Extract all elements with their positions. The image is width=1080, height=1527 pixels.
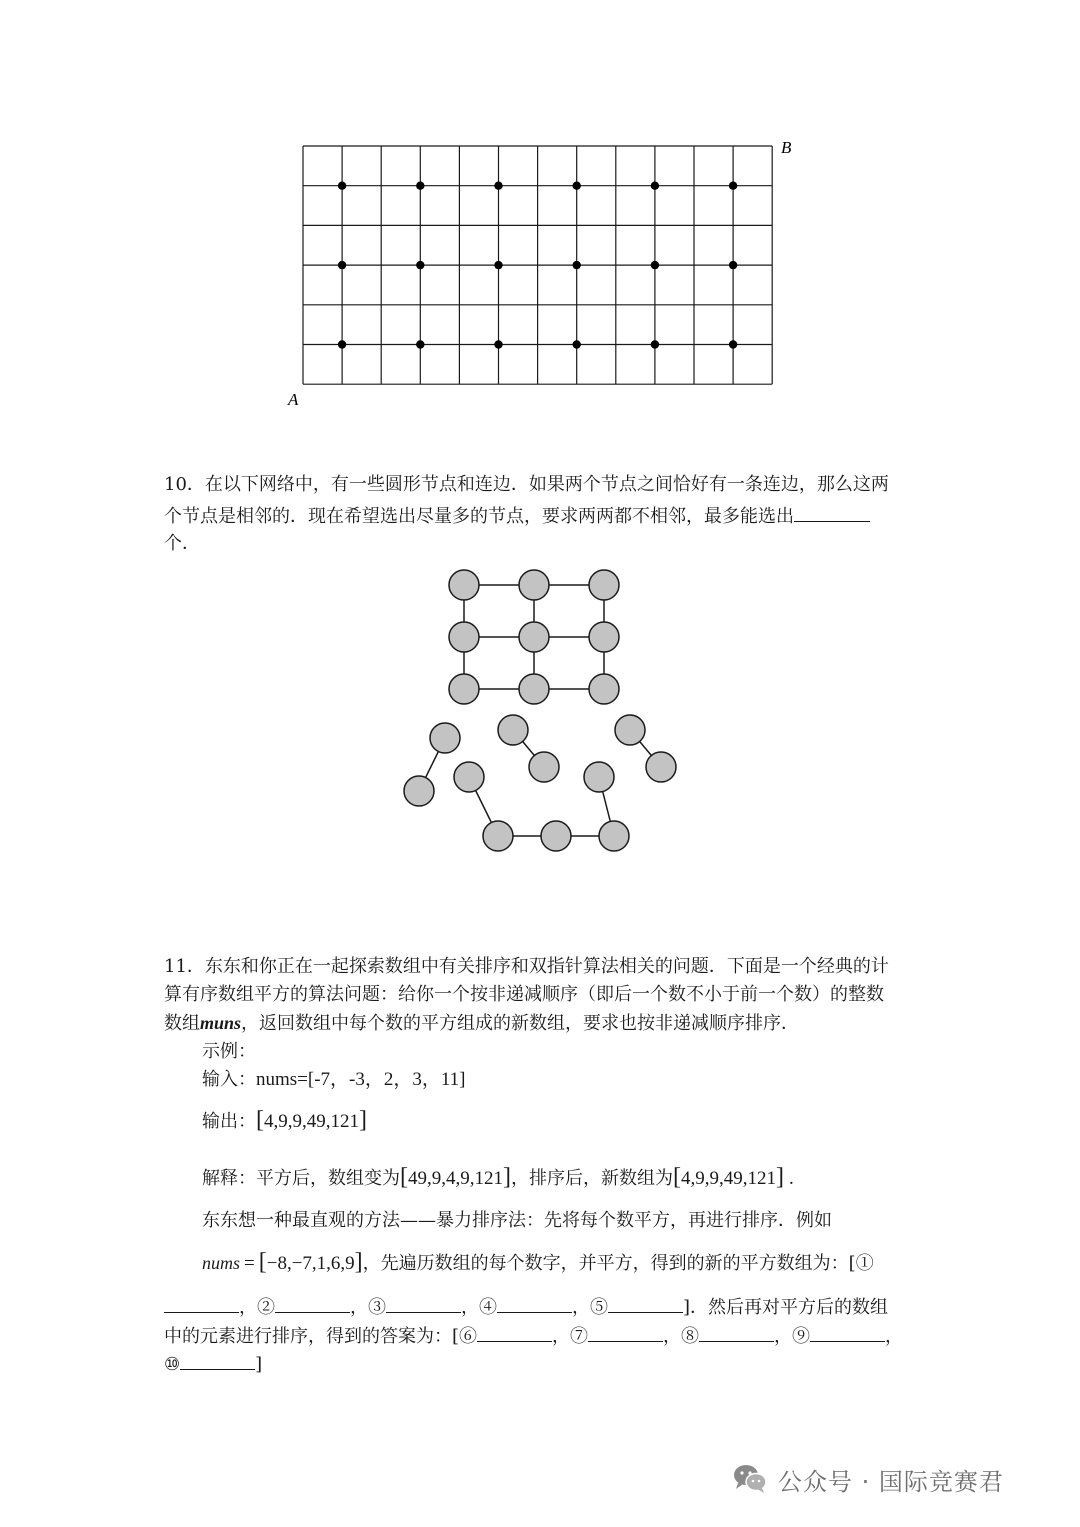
grid-dot xyxy=(494,261,502,269)
watermark xyxy=(732,1462,1004,1496)
q11-line2 xyxy=(164,981,884,1009)
grid-dot xyxy=(573,182,581,190)
circled-3: ，③ xyxy=(350,1297,386,1318)
q10-line1 xyxy=(164,471,889,499)
blank-9[interactable] xyxy=(810,1321,885,1342)
circled-2: ，② xyxy=(239,1297,275,1318)
network-graph xyxy=(0,560,1080,860)
q10-line2 xyxy=(164,501,870,531)
example-label-text: 示例： xyxy=(202,1041,256,1062)
graph-node xyxy=(589,674,619,704)
blanks-line-3 xyxy=(164,1349,262,1379)
blank-7[interactable] xyxy=(588,1321,663,1342)
input-value: nums=[-7，-3，2，3，11] xyxy=(256,1069,466,1090)
explain-text-a: 平方后，数组变为 xyxy=(256,1168,400,1189)
graph-node xyxy=(541,821,571,851)
grid-dot xyxy=(729,261,737,269)
grid-dot xyxy=(651,261,659,269)
graph-node xyxy=(483,821,513,851)
blank-2[interactable] xyxy=(275,1292,350,1313)
graph-node xyxy=(449,674,479,704)
blank-1[interactable] xyxy=(164,1292,239,1313)
graph-node xyxy=(498,715,528,745)
graph-node xyxy=(449,570,479,600)
graph-node xyxy=(519,570,549,600)
q10-answer-blank[interactable] xyxy=(794,501,870,522)
nums-var: nums xyxy=(202,1253,241,1273)
grid-dot xyxy=(729,182,737,190)
close-bracket: ] xyxy=(255,1354,263,1375)
graph-node xyxy=(519,674,549,704)
q11-line3 xyxy=(164,1009,799,1038)
sort-text: 中的元素进行排序，得到的答案为：[⑥ xyxy=(164,1326,478,1347)
explain-array-1: 49,9,4,9,121 xyxy=(408,1168,503,1189)
circled-5: ，⑤ xyxy=(572,1297,608,1318)
nums-line: nums = [−8,−7,1,6,9]，先遍历数组的每个数字，并平方，得到的新的平方数组为：[① xyxy=(202,1249,874,1275)
after-5: ]．然后再对平方后的数组 xyxy=(683,1297,889,1318)
input-label: 输入： xyxy=(202,1069,256,1090)
q11-var-muns: muns xyxy=(200,1013,242,1033)
method-line xyxy=(202,1207,832,1235)
grid-dot xyxy=(494,182,502,190)
q11-line1 xyxy=(164,953,889,981)
grid-dot xyxy=(651,182,659,190)
circled-8: ，⑧ xyxy=(663,1326,700,1347)
grid-dot xyxy=(416,182,424,190)
graph-node xyxy=(589,622,619,652)
grid-dot xyxy=(416,340,424,348)
explain-array-2: 4,9,9,49,121 xyxy=(681,1168,776,1189)
blanks-line-1 xyxy=(164,1292,888,1322)
explain-end: . xyxy=(789,1168,794,1189)
q11-text-2: 算有序数组平方的算法问题：给你一个按非递减顺序（即后一个数不小于前一个数）的整数 xyxy=(164,984,884,1005)
q11-number: 11． xyxy=(164,956,205,977)
circled-7: ，⑦ xyxy=(552,1326,589,1347)
graph-node xyxy=(599,821,629,851)
grid-dot xyxy=(494,340,502,348)
output-value: 4,9,9,49,121 xyxy=(264,1111,359,1132)
nums-array: −8,−7,1,6,9 xyxy=(266,1253,355,1274)
graph-node xyxy=(589,570,619,600)
graph-node xyxy=(646,752,676,782)
blank-6[interactable] xyxy=(477,1321,552,1342)
explain-text-b: ，排序后，新数组为 xyxy=(511,1168,673,1189)
grid-figure xyxy=(0,0,1080,440)
q10-line3 xyxy=(164,530,200,558)
grid-label-a: A xyxy=(288,390,299,409)
grid-dot xyxy=(573,340,581,348)
graph-node xyxy=(615,715,645,745)
nums-eq: = xyxy=(244,1253,255,1274)
blank-8[interactable] xyxy=(699,1321,774,1342)
q11-text-3a: 数组 xyxy=(164,1013,200,1034)
circled-10: ⑩ xyxy=(164,1354,181,1375)
explain-label: 解释： xyxy=(202,1168,256,1189)
grid-dot xyxy=(416,261,424,269)
grid-label-b: B xyxy=(781,138,792,157)
blanks-line-2 xyxy=(164,1321,903,1351)
wechat-icon xyxy=(732,1463,768,1495)
graph-node xyxy=(454,762,484,792)
q10-text-1: 在以下网络中，有一些圆形节点和连边．如果两个节点之间恰好有一条连边，那么这两 xyxy=(204,474,889,495)
graph-node xyxy=(584,762,614,792)
nums-tail: ，先遍历数组的每个数字，并平方，得到的新的平方数组为：[① xyxy=(362,1253,874,1274)
blank-10[interactable] xyxy=(180,1349,255,1370)
q11-text-3b: ，返回数组中每个数的平方组成的新数组，要求也按非递减顺序排序． xyxy=(241,1013,800,1034)
q10-text-3: 个． xyxy=(164,533,200,554)
graph-node xyxy=(519,622,549,652)
comma-9: ， xyxy=(885,1326,904,1347)
grid-dot xyxy=(338,182,346,190)
q11-text-1: 东东和你正在一起探索数组中有关排序和双指针算法相关的问题．下面是一个经典的计 xyxy=(204,956,889,977)
graph-node xyxy=(430,723,460,753)
watermark-text: 公众号 · 国际竞赛君 xyxy=(778,1467,1004,1496)
example-label xyxy=(202,1038,256,1066)
q10-number: 10． xyxy=(164,474,205,495)
q10-text-2: 个节点是相邻的．现在希望选出尽量多的节点，要求两两都不相邻，最多能选出 xyxy=(164,506,794,527)
blank-5[interactable] xyxy=(608,1292,683,1313)
graph-node xyxy=(449,622,479,652)
grid-dot xyxy=(338,340,346,348)
grid-dot xyxy=(338,261,346,269)
example-input xyxy=(202,1066,466,1094)
circled-4: ，④ xyxy=(461,1297,497,1318)
grid-dot xyxy=(729,340,737,348)
example-output: 输出：[4,9,9,49,121] xyxy=(202,1107,367,1133)
grid-dot xyxy=(651,340,659,348)
blank-3[interactable] xyxy=(386,1292,461,1313)
blank-4[interactable] xyxy=(497,1292,572,1313)
grid-dot xyxy=(573,261,581,269)
graph-node xyxy=(529,752,559,782)
circled-9: ，⑨ xyxy=(774,1326,811,1347)
method-text: 东东想一种最直观的方法——暴力排序法：先将每个数平方，再进行排序．例如 xyxy=(202,1210,832,1231)
output-label: 输出： xyxy=(202,1111,256,1132)
graph-node xyxy=(404,776,434,806)
example-explain: 解释：平方后，数组变为[49,9,4,9,121]，排序后，新数组为[4,9,9,49,121] . xyxy=(202,1164,794,1190)
